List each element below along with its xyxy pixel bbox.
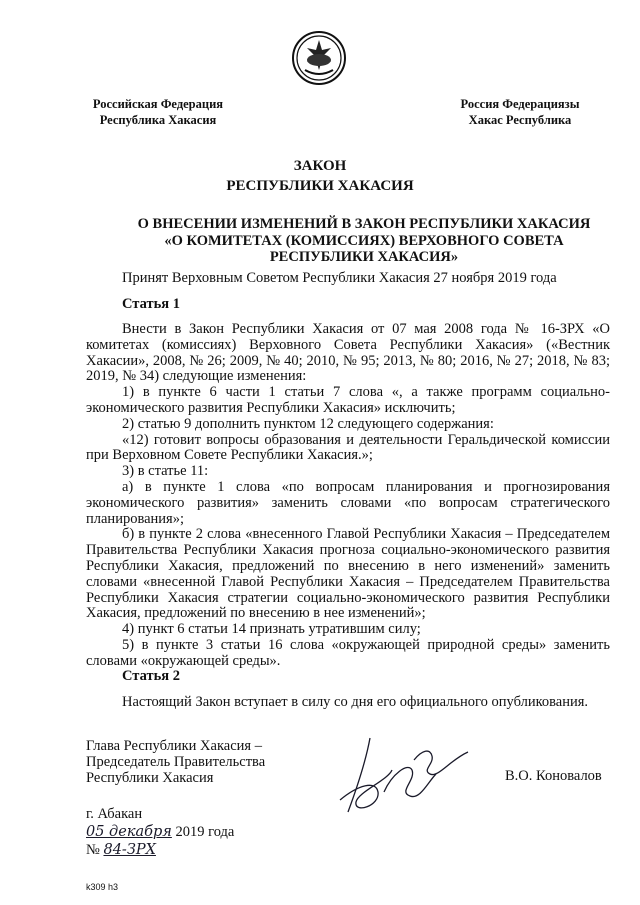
article-1-paragraph: Внести в Закон Республики Хакасия от 07 мая 2008 года № 16-ЗРХ «О комитетах (комиссиях) Верховного Совета Республики Хакасия» («Вестник Хакасии», 2008, № 26; 2009, № 40; 2010, № 95; 2013, № 80; 2016, № 27; 2018, № 83; 2019, № 34) следующие изменения: xyxy=(86,321,610,385)
date-handwritten: 05 декабря xyxy=(86,824,172,840)
article-1-paragraph: 2) статью 9 дополнить пунктом 12 следующего содержания: xyxy=(122,415,494,432)
article-1-paragraph: 3) в статье 11: xyxy=(122,463,209,480)
law-subject-line: РЕСПУБЛИКИ ХАКАСИЯ» xyxy=(269,249,459,265)
document-title-republic: РЕСПУБЛИКИ ХАКАСИЯ xyxy=(226,178,414,194)
handwritten-signature xyxy=(318,730,478,828)
article-1-body xyxy=(86,322,610,670)
article-1-paragraph: 4) пункт 6 статьи 14 признать утратившим силу; xyxy=(122,621,421,638)
law-number-handwritten: 84-ЗРХ xyxy=(103,842,156,858)
header-right-republic: Хакас Республика xyxy=(468,113,572,127)
signatory-name: В.О. Коновалов xyxy=(505,768,602,784)
adoption-statement: Принят Верховным Советом Республики Хакасия 27 ноября 2019 года xyxy=(122,270,557,286)
signatory-title-line: Председатель Правительства xyxy=(86,754,266,770)
document-title: ЗАКОН xyxy=(293,158,347,174)
article-1-heading: Статья 1 xyxy=(122,296,180,312)
footer-code: k309 h3 xyxy=(86,882,119,892)
signatory-title-line: Республики Хакасия xyxy=(86,770,214,786)
law-subject-line: «О КОМИТЕТАХ (КОМИССИЯХ) ВЕРХОВНОГО СОВЕТА xyxy=(164,232,564,249)
header-left-country: Российская Федерация xyxy=(92,97,224,111)
law-number xyxy=(86,842,156,859)
article-1-paragraph: 5) в пункте 3 статьи 16 слова «окружающей природной среды» заменить словами «окружающей среды». xyxy=(86,636,610,669)
law-subject-line: О ВНЕСЕНИИ ИЗМЕНЕНИЙ В ЗАКОН РЕСПУБЛИКИ ХАКАСИЯ xyxy=(137,216,591,232)
signing-date xyxy=(86,824,234,841)
place-of-signing: г. Абакан xyxy=(86,806,143,822)
header-right xyxy=(440,96,600,128)
header-left-republic: Республика Хакасия xyxy=(99,113,217,127)
signatory-title xyxy=(86,738,265,786)
article-1-paragraph: а) в пункте 1 слова «по вопросам планирования и прогнозирования экономического развития» заменить словами «по вопросам стратегического планирования»; xyxy=(86,478,610,527)
article-2-heading: Статья 2 xyxy=(122,668,180,684)
emblem-seal-icon xyxy=(291,30,347,86)
header-left xyxy=(78,96,238,128)
law-subject xyxy=(118,216,610,266)
article-2-text: Настоящий Закон вступает в силу со дня его официального опубликования. xyxy=(122,694,589,710)
article-1-paragraph: б) в пункте 2 слова «внесенного Главой Республики Хакасия – Председателем Правительства Республики Хакасия прогноза социально-экономического развития Республики Хакасия, предложений по внесению в него изменений» заменить словами «внесенной Главой Республики Хакасия – Председателем Правительства Республики Хакасия стратегии социально-экономического развития Республики Хакасия, предложений по внесению в нее изменений»; xyxy=(86,526,610,622)
date-printed: 2019 года xyxy=(175,824,235,840)
signatory-title-line: Глава Республики Хакасия – xyxy=(86,738,262,754)
article-1-paragraph: 1) в пункте 6 части 1 статьи 7 слова «, а также программ социально-экономического развития Республики Хакасия» исключить; xyxy=(86,384,610,416)
article-1-paragraph: «12) готовит вопросы образования и деятельности Геральдической комиссии при Верховном Совете Республики Хакасия.»; xyxy=(86,431,610,464)
header-right-country: Россия Федерациязы xyxy=(460,97,580,111)
law-number-prefix: № xyxy=(86,842,100,858)
